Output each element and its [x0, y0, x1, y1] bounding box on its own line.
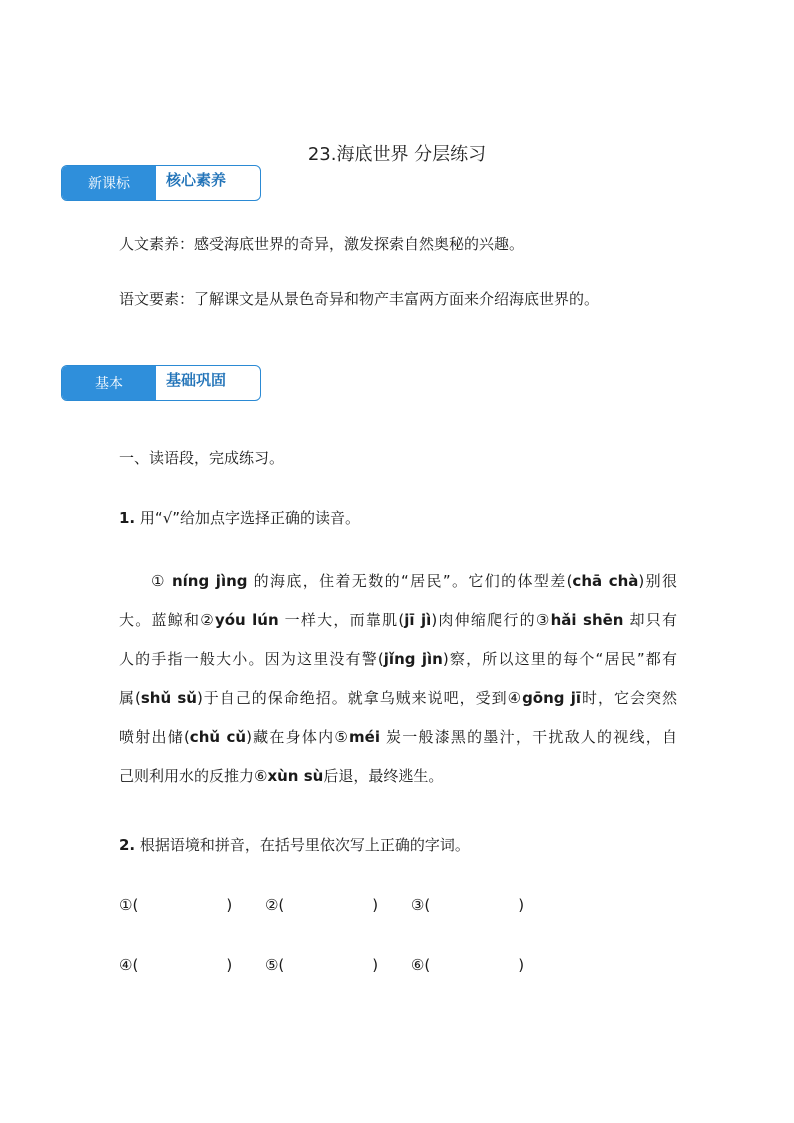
- section-tag-title: 基础巩固: [166, 371, 227, 389]
- question-text: 根据语境和拼音，在括号里依次写上正确的字词。: [139, 836, 470, 854]
- passage-line: 属(shǔ sǔ)于自己的保命绝招。就拿乌贼来说吧，受到④gōng jī时，它会突然: [119, 689, 677, 707]
- answer-blank-6[interactable]: ⑥( ): [410, 956, 525, 974]
- answer-blank-3[interactable]: ③( ): [410, 896, 525, 914]
- page-title: 23.海底世界 分层练习: [307, 144, 487, 165]
- question-number: 2.: [119, 836, 136, 854]
- answer-blank-4[interactable]: ④( ): [119, 956, 233, 974]
- answer-blanks-row-1: [119, 896, 552, 914]
- passage-line: ① níng jìng 的海底，住着无数的“居民”。它们的体型差(chā chà)别很: [151, 572, 677, 590]
- section-tag-core-literacy: [61, 165, 261, 201]
- question-2: [119, 834, 470, 855]
- passage-line: 己则利用水的反推力⑥xùn sù后退，最终逃生。: [119, 767, 444, 785]
- question-text: 用“√”给加点字选择正确的读音。: [139, 509, 361, 527]
- passage-line: 喷射出储(chǔ cǔ)藏在身体内⑤méi 炭一般漆黑的墨汁，干扰敌人的视线，自: [119, 728, 677, 746]
- passage-line: 大。蓝鲸和②yóu lún 一样大，而靠肌(jī jì)肉伸缩爬行的③hǎi shēn 却只有: [119, 611, 677, 629]
- answer-blank-1[interactable]: ①( ): [119, 896, 233, 914]
- part-heading: 一、读语段，完成练习。: [119, 449, 285, 467]
- section-tag-basic-consolidation: [61, 365, 261, 401]
- section-tag-title: 核心素养: [166, 171, 227, 189]
- answer-blank-2[interactable]: ②( ): [264, 896, 379, 914]
- answer-blanks-row-2: [119, 956, 552, 974]
- section-tag-label: 基本: [62, 366, 156, 400]
- passage-line: 人的手指一般大小。因为这里没有警(jǐng jìn)察，所以这里的每个“居民”都有: [119, 650, 677, 668]
- reading-passage: [119, 562, 677, 796]
- question-number: 1.: [119, 509, 136, 527]
- question-1: [119, 507, 360, 528]
- answer-blank-5[interactable]: ⑤( ): [264, 956, 379, 974]
- language-element-text: 语文要素：了解课文是从景色奇异和物产丰富两方面来介绍海底世界的。: [119, 290, 600, 308]
- humanities-literacy-text: 人文素养：感受海底世界的奇异，激发探索自然奥秘的兴趣。: [119, 235, 525, 253]
- section-tag-label: 新课标: [62, 166, 156, 200]
